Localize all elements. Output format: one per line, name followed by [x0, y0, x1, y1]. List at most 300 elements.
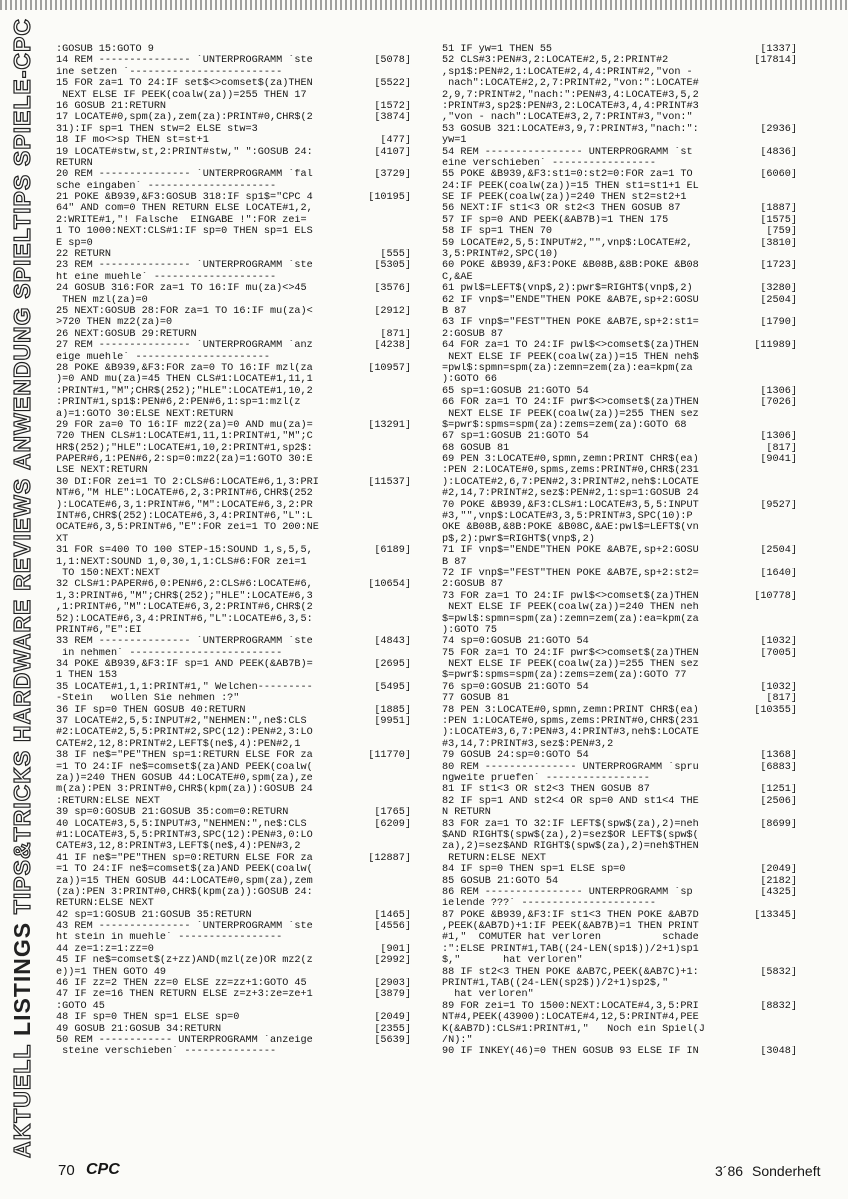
listing-code: $=pwr$:spms=spm(za):zems=zem(za):GOTO 68: [442, 419, 687, 431]
listing-code: NT#4,PEEK(43900):LOCATE#4,12,5:PRINT#4,PEE: [442, 1012, 699, 1024]
listing-code: :RETURN:ELSE NEXT: [56, 795, 160, 807]
sidebar-section-label: SPIELE-CPC: [8, 18, 35, 167]
listing-line: [442, 625, 797, 636]
listing-code: 24:IF PEEK(coalw(za))=15 THEN st1=st1+1 EL: [442, 180, 699, 192]
listing-code: 46 IF zz=2 THEN zz=0 ELSE zz=zz+1:GOTO 45: [56, 978, 307, 990]
listing-checksum: [1887]: [760, 203, 797, 215]
listing-code: INT#6,CHR$(252):LOCATE#6,3,4:PRINT#6,"L":L: [56, 511, 313, 523]
listing-checksum: [13291]: [368, 419, 411, 431]
listing-code: 89 FOR zei=1 TO 1500:NEXT:LOCATE#4,3,5:PRI: [442, 1000, 699, 1012]
listing-line: [56, 363, 411, 374]
listing-line: [56, 670, 411, 681]
listing-line: [442, 55, 797, 66]
listing-code: =pwl$:spmn=spm(za):zemn=zem(za):ea=kpm(za: [442, 362, 693, 374]
listing-code: e))=1 THEN GOTO 49: [56, 966, 167, 978]
listing-line: [442, 579, 797, 590]
listing-line: [56, 1012, 411, 1023]
listing-code: ,PEEK(&AB7D)+1:IF PEEK(&AB7B)=1 THEN PRINT: [442, 921, 699, 933]
listing-line: [442, 989, 797, 1000]
listing-code: B 87: [442, 305, 467, 317]
listing-line: [442, 374, 797, 385]
listing-line: [442, 500, 797, 511]
listing-code: OKE &B08B,&8B:POKE &B08C,&AE:pwl$=LEFT$(vn: [442, 522, 699, 534]
listing-code: 64" AND com=0 THEN RETURN ELSE LOCATE#1,2,: [56, 203, 313, 215]
listing-code: $=pwl$:spmn=spm(za):zemn=zem(za):ea=kpm(za: [442, 613, 699, 625]
listing-code: 62 IF vnp$="ENDE"THEN POKE &AB7E,sp+2:GOSU: [442, 294, 699, 306]
listing-checksum: [13345]: [754, 909, 797, 921]
listing-code: ,1:PRINT#6,"M":LOCATE#6,3,2:PRINT#6,CHR$(2: [56, 602, 313, 614]
listing-code: 83 FOR za=1 TO 32:IF LEFT$(spw$(za),2)=neh: [442, 818, 699, 830]
listing-checksum: [2182]: [760, 875, 797, 887]
listing-line: [442, 477, 797, 488]
page-number: 70: [58, 1162, 75, 1179]
listing-line: [442, 944, 797, 955]
listing-checksum: [5495]: [374, 681, 411, 693]
listing-line: [442, 716, 797, 727]
listing-column-left: [56, 44, 411, 1058]
listing-line: [56, 830, 411, 841]
listing-line: [56, 693, 411, 704]
listing-code: N RETURN: [442, 807, 491, 819]
listing-line: [442, 283, 797, 294]
listing-code: 34 POKE &B939,&F3:IF sp=1 AND PEEK(&AB7B)=: [56, 659, 313, 671]
listing-code: 47 IF ze=16 THEN RETURN ELSE z=z+3:ze=ze+1: [56, 989, 313, 1001]
listing-checksum: [901]: [380, 943, 411, 955]
listing-code: 59 LOCATE#2,5,5:INPUT#2,"",vnp$:LOCATE#2,: [442, 237, 693, 249]
listing-line: [442, 670, 797, 681]
listing-code: HR$(252);"HLE":LOCATE#1,10,2:PRINT#1,sp2$:: [56, 442, 313, 454]
sidebar-section-label: REVIEWS: [8, 477, 35, 591]
listing-code: za))=15 THEN GOSUB 44:LOCATE#0,spm(za),zem: [56, 875, 313, 887]
listing-checksum: [10355]: [754, 704, 797, 716]
listing-line: [442, 260, 797, 271]
listing-checksum: [2355]: [374, 1023, 411, 1035]
listing-code: 58 IF sp=1 THEN 70: [442, 226, 553, 238]
listing-code: 29 FOR za=0 TO 16:IF mz2(za)=0 AND mu(za)=: [56, 419, 313, 431]
listing-code: 48 IF sp=0 THEN sp=1 ELSE sp=0: [56, 1012, 240, 1024]
listing-line: [56, 488, 411, 499]
listing-code: 78 PEN 3:LOCATE#0,spmn,zemn:PRINT CHR$(ea): [442, 704, 699, 716]
listing-line: [442, 636, 797, 647]
listing-code: :PRINT#1,sp1$:PEN#6,2:PEN#6,1:sp=1:mzl(z: [56, 397, 301, 409]
listing-checksum: [3048]: [760, 1046, 797, 1058]
listing-code: 61 pwl$=LEFT$(vnp$,2):pwr$=RIGHT$(vnp$,2): [442, 283, 693, 295]
listing-checksum: [3810]: [760, 237, 797, 249]
listing-code: 70 POKE &B939,&F3:CLS#1:LOCATE#3,5,5:INPUT: [442, 499, 699, 511]
listing-code: 88 IF st2<3 THEN POKE &AB7C,PEEK(&AB7C)+1:: [442, 966, 699, 978]
listing-code: (za):PEN 3:PRINT#0,CHR$(kpm(za)):GOSUB 24:: [56, 886, 313, 898]
listing-line: [56, 910, 411, 921]
listing-line: [56, 112, 411, 123]
listing-line: [442, 363, 797, 374]
listing-line: [56, 454, 411, 465]
listing-line: [56, 887, 411, 898]
listing-code: 39 sp=0:GOSUB 21:GOSUB 35:com=0:RETURN: [56, 807, 289, 819]
listing-checksum: [7005]: [760, 647, 797, 659]
listing-code: 82 IF sp=1 AND st2<4 OR sp=0 AND st1<4 THE: [442, 795, 699, 807]
listing-code: NEXT ELSE IF PEEK(coalw(za))=15 THEN neh$: [442, 351, 699, 363]
listing-checksum: [6209]: [374, 818, 411, 830]
listing-checksum: [871]: [380, 328, 411, 340]
listing-line: [56, 819, 411, 830]
listing-line: [442, 112, 797, 123]
listing-code: 37 LOCATE#2,5,5:INPUT#2,"NEHMEN:",ne$:CLS: [56, 716, 307, 728]
listing-checksum: [10195]: [368, 192, 411, 204]
listing-code: E sp=0: [56, 237, 93, 249]
listing-line: [56, 272, 411, 283]
listing-line: [56, 648, 411, 659]
listing-checksum: [11989]: [754, 340, 797, 352]
listing-code: PAPER#6,1:PEN#6,2:sp=0:mz2(za)=1:GOTO 30:E: [56, 454, 313, 466]
listing-checksum: [3874]: [374, 112, 411, 124]
listing-checksum: [4107]: [374, 146, 411, 158]
listing-code: #1," COMUTER hat verloren schade: [442, 932, 699, 944]
listing-line: [442, 101, 797, 112]
listing-line: [56, 158, 411, 169]
listing-line: [442, 90, 797, 101]
listing-line: [442, 819, 797, 830]
listing-line: [442, 898, 797, 909]
listing-code: 68 GOSUB 81: [442, 442, 510, 454]
listing-line: [442, 910, 797, 921]
listing-code: 1,3:PRINT#6,"M";CHR$(252);"HLE":LOCATE#6,3: [56, 590, 313, 602]
listing-line: [442, 192, 797, 203]
listing-checksum: [2936]: [760, 123, 797, 135]
listing-line: [56, 44, 411, 55]
listing-code: sche eingaben´ ---------------------: [56, 180, 277, 192]
listing-checksum: [5522]: [374, 78, 411, 90]
listing-code: RETURN:ELSE NEXT: [56, 898, 154, 910]
listing-code: NEXT ELSE IF PEEK(coalw(za))=240 THEN neh: [442, 602, 699, 614]
listing-code: 90 IF INKEY(46)=0 THEN GOSUB 93 ELSE IF IN: [442, 1046, 699, 1058]
listing-code: m(za):PEN 3:PRINT#0,CHR$(kpm(za)):GOSUB 24: [56, 784, 313, 796]
listing-line: [56, 374, 411, 385]
listing-code: OCATE#6,3,5:PRINT#6,"E":FOR zei=1 TO 200:NE: [56, 522, 319, 534]
listing-checksum: [1368]: [760, 750, 797, 762]
listing-code: ngweite pruefen´ -----------------: [442, 773, 650, 784]
magazine-logo: CPC: [86, 1161, 120, 1178]
listing-code: #2,14,7:PRINT#2,sez$:PEN#2,1:sp=1:GOSUB 24: [442, 488, 699, 500]
listing-code: 50 REM ------------ UNTERPROGRAMM ´anzeige: [56, 1034, 313, 1046]
listing-line: [56, 147, 411, 158]
listing-line: [56, 352, 411, 363]
listing-checksum: [4238]: [374, 340, 411, 352]
listing-code: 71 IF vnp$="ENDE"THEN POKE &AB7E,sp+2:GOSU: [442, 545, 699, 557]
listing-line: [56, 215, 411, 226]
listing-code: :GOSUB 15:GOTO 9: [56, 44, 154, 55]
listing-line: [442, 135, 797, 146]
listing-line: [442, 272, 797, 283]
listing-line: [56, 249, 411, 260]
listing-line: [56, 101, 411, 112]
listing-code: /N):": [442, 1034, 473, 1046]
listing-line: [56, 1024, 411, 1035]
listing-checksum: [3576]: [374, 283, 411, 295]
listing-code: 87 POKE &B939,&F3:IF st1<3 THEN POKE &AB7D: [442, 909, 699, 921]
listing-code: #3,"",vnp$:LOCATE#3,3,5:PRINT#3,SPC(10):P: [442, 511, 693, 523]
listing-line: [56, 614, 411, 625]
listing-line: [442, 443, 797, 454]
listing-line: [442, 249, 797, 260]
listing-line: [56, 386, 411, 397]
listing-checksum: [10654]: [368, 579, 411, 591]
listing-code: #1:LOCATE#3,5,5:PRINT#3,SPC(12):PEN#3,0:LO: [56, 829, 313, 841]
listing-line: [442, 568, 797, 579]
listing-line: [56, 579, 411, 590]
listing-code: in nehmen´ -------------------------: [56, 647, 283, 659]
listing-code: 30 DI:FOR zei=1 TO 2:CLS#6:LOCATE#6,1,3:PRI: [56, 476, 319, 488]
listing-code: 52 CLS#3:PEN#3,2:LOCATE#2,5,2:PRINT#2: [442, 55, 669, 67]
listing-code: NEXT ELSE IF PEEK(coalw(za))=255 THEN sez: [442, 659, 699, 671]
listing-code: 45 IF ne$=comset$(z+zz)AND(mzl(ze)OR mz2(z: [56, 955, 313, 967]
listing-code: :PRINT#1,"M";CHR$(252);"HLE":LOCATE#1,10,2: [56, 385, 313, 397]
listing-code: 36 IF sp=0 THEN GOSUB 40:RETURN: [56, 704, 246, 716]
listing-line: [56, 989, 411, 1000]
listing-code: ):LOCATE#2,6,7:PEN#2,3:PRINT#2,neh$:LOCATE: [442, 476, 699, 488]
listing-checksum: [1032]: [760, 636, 797, 648]
listing-line: [442, 409, 797, 420]
listing-code: ielende ???´ ----------------------: [442, 898, 656, 910]
listing-code: >720 THEN mz2(za)=0: [56, 317, 173, 329]
listing-checksum: [1575]: [760, 214, 797, 226]
listing-code: 2,9,7:PRINT#2,"nach:":PEN#3,4:LOCATE#3,5,2: [442, 89, 699, 101]
listing-checksum: [2049]: [760, 864, 797, 876]
listing-checksum: [3879]: [374, 989, 411, 1001]
listing-line: [442, 864, 797, 875]
listing-line: [442, 522, 797, 533]
listing-line: [56, 55, 411, 66]
sidebar-section-label: ANWENDUNG: [8, 306, 35, 471]
listing-code: 77 GOSUB 81: [442, 693, 510, 705]
listing-line: [442, 238, 797, 249]
issue-number: 3´86: [715, 1163, 744, 1179]
listing-code: 86 REM ---------------- UNTERPROGRAMM ´sp: [442, 886, 693, 898]
listing-code: 55 POKE &B939,&F3:st1=0:st2=0:FOR za=1 TO: [442, 169, 693, 181]
listing-checksum: [477]: [380, 135, 411, 147]
listing-line: [442, 955, 797, 966]
listing-line: [442, 602, 797, 613]
listing-code: 41 IF ne$="PE"THEN sp=0:RETURN ELSE FOR za: [56, 852, 313, 864]
listing-line: [442, 921, 797, 932]
page-footer: [0, 1162, 848, 1192]
listing-line: [442, 739, 797, 750]
listing-line: [442, 876, 797, 887]
listing-checksum: [8699]: [760, 818, 797, 830]
listing-line: [442, 1001, 797, 1012]
listing-line: [56, 226, 411, 237]
listing-code: 1 TO 1000:NEXT:CLS#1:IF sp=0 THEN sp=1 ELS: [56, 226, 313, 238]
listing-checksum: [1790]: [760, 317, 797, 329]
listing-code: 25 NEXT:GOSUB 28:FOR za=1 TO 16:IF mu(za)<: [56, 305, 313, 317]
listing-code: ,sp1$:PEN#2,1:LOCATE#2,4,4:PRINT#2,"von -: [442, 66, 693, 78]
listing-code: 31 FOR s=400 TO 100 STEP-15:SOUND 1,s,5,5,: [56, 545, 313, 557]
listing-checksum: [8832]: [760, 1000, 797, 1012]
listing-code: LSE NEXT:RETURN: [56, 465, 148, 477]
listing-line: [442, 317, 797, 328]
listing-line: [442, 545, 797, 556]
listing-line: [442, 648, 797, 659]
listing-checksum: [759]: [766, 226, 797, 238]
listing-line: [442, 807, 797, 818]
listing-line: [442, 591, 797, 602]
listing-line: [56, 784, 411, 795]
listing-line: [442, 727, 797, 738]
listing-code: hat verloren": [442, 989, 534, 1001]
listing-code: CATE#2,12,8:PRINT#2,LEFT$(ne$,4):PEN#2,1: [56, 738, 301, 750]
listing-checksum: [1723]: [760, 260, 797, 272]
listing-line: [442, 1035, 797, 1046]
listing-checksum: [17814]: [754, 55, 797, 67]
listing-code: 1,1:NEXT:SOUND 1,0,30,1,1:CLS#6:FOR zei=1: [56, 556, 307, 568]
listing-checksum: [10778]: [754, 590, 797, 602]
listing-code: 51 IF yw=1 THEN 55: [442, 44, 553, 55]
listing-code: =1 TO 24:IF ne$=comset$(za)AND PEEK(coalw(: [56, 864, 313, 876]
listing-code: 74 sp=0:GOSUB 21:GOTO 54: [442, 636, 589, 648]
listing-line: [442, 705, 797, 716]
listing-checksum: [10957]: [368, 362, 411, 374]
listing-code: 720 THEN CLS#1:LOCATE#1,11,1:PRINT#1,"M";C: [56, 431, 313, 443]
listing-checksum: [1306]: [760, 385, 797, 397]
listing-code: 79 GOSUB 24:sp=0:GOTO 54: [442, 750, 589, 762]
listing-line: [56, 932, 411, 943]
listing-line: [442, 887, 797, 898]
listing-code: 44 ze=1:z=1:zz=0: [56, 943, 154, 955]
listing-checksum: [5639]: [374, 1034, 411, 1046]
listing-line: [56, 465, 411, 476]
listing-line: [56, 705, 411, 716]
listing-code: 56 NEXT:IF st1<3 OR st2<3 THEN GOSUB 87: [442, 203, 681, 215]
listing-line: [442, 967, 797, 978]
listing-line: [56, 921, 411, 932]
listing-line: [56, 716, 411, 727]
listing-code: 43 REM --------------- ´UNTERPROGRAMM ´ste: [56, 921, 313, 933]
listing-code: 22 RETURN: [56, 249, 112, 261]
listing-line: [442, 226, 797, 237]
listing-line: [56, 500, 411, 511]
listing-line: [442, 1024, 797, 1035]
listing-line: [56, 135, 411, 146]
listing-code: za))=240 THEN GOSUB 44:LOCATE#0,spm(za),ze: [56, 773, 313, 784]
listing-code: 81 IF st1<3 OR st2<3 THEN GOSUB 87: [442, 784, 650, 796]
listing-code: 23 REM --------------- ´UNTERPROGRAMM ´ste: [56, 260, 313, 272]
listing-checksum: [555]: [380, 249, 411, 261]
listing-code: RETURN:ELSE NEXT: [442, 852, 546, 864]
listing-checksum: [1885]: [374, 704, 411, 716]
listing-line: [56, 522, 411, 533]
listing-checksum: [5832]: [760, 966, 797, 978]
listing-code: 19 LOCATE#stw,st,2:PRINT#stw," ":GOSUB 24:: [56, 146, 313, 158]
listing-line: [442, 762, 797, 773]
listing-code: 21 POKE &B939,&F3:GOSUB 318:IF sp1$="CPC 4: [56, 192, 313, 204]
listing-code: K(&AB7D):CLS#1:PRINT#1," Noch ein Spiel(J: [442, 1023, 705, 1035]
listing-checksum: [2504]: [760, 294, 797, 306]
listing-code: ht eine muehle´ --------------------: [56, 271, 277, 283]
listing-code: 26 NEXT:GOSUB 29:RETURN: [56, 328, 197, 340]
listing-code: 63 IF vnp$="FEST"THEN POKE &AB7E,sp+2:st1=: [442, 317, 699, 329]
listing-code: a)=1:GOTO 30:ELSE NEXT:RETURN: [56, 408, 234, 420]
listing-checksum: [6060]: [760, 169, 797, 181]
listing-code: NEXT ELSE IF PEEK(coalw(za))=255 THEN 17: [56, 89, 307, 101]
sidebar-section-label: HARDWARE: [8, 598, 35, 743]
listing-line: [56, 762, 411, 773]
listing-line: [442, 386, 797, 397]
listing-line: [56, 192, 411, 203]
listing-code: C,&AE: [442, 271, 473, 283]
listing-line: [56, 169, 411, 180]
listing-line: [442, 340, 797, 351]
listing-line: [56, 978, 411, 989]
listing-checksum: [2049]: [374, 1012, 411, 1024]
listing-line: [442, 147, 797, 158]
listing-line: [442, 329, 797, 340]
listing-code: 76 sp=0:GOSUB 21:GOTO 54: [442, 681, 589, 693]
listing-code: 31):IF sp=1 THEN stw=2 ELSE stw=3: [56, 123, 258, 135]
listing-code: 42 sp=1:GOSUB 21:GOSUB 35:RETURN: [56, 909, 252, 921]
listing-code: 75 FOR za=1 TO 24:IF pwr$<>comset$(za)THEN: [442, 647, 699, 659]
listing-code: p$,2):pwr$=RIGHT$(vnp$,2): [442, 533, 595, 545]
listing-checksum: [1572]: [374, 100, 411, 112]
listing-code: :PEN 1:LOCATE#0,spms,zems:PRINT#0,CHR$(231: [442, 716, 699, 728]
listing-line: [56, 409, 411, 420]
listing-line: [442, 181, 797, 192]
sidebar-section-label: TIPS&TRICKS: [8, 749, 35, 915]
listing-code: 20 REM --------------- ´UNTERPROGRAMM ´fal: [56, 169, 313, 181]
listing-code: 28 POKE &B939,&F3:FOR za=0 TO 16:IF mzl(za: [56, 362, 313, 374]
listing-line: [56, 773, 411, 784]
listing-line: [56, 853, 411, 864]
listing-code: eine verschieben´ -----------------: [442, 157, 656, 169]
listing-line: [56, 841, 411, 852]
listing-checksum: [3729]: [374, 169, 411, 181]
listing-code: 66 FOR za=1 TO 24:IF pwr$<>comset$(za)THEN: [442, 397, 699, 409]
listing-checksum: [11537]: [368, 476, 411, 488]
listing-line: [442, 1046, 797, 1057]
listing-code: 2:GOSUB 87: [442, 328, 504, 340]
listing-checksum: [1337]: [760, 44, 797, 55]
listing-line: [442, 215, 797, 226]
listing-checksum: [4843]: [374, 636, 411, 648]
listing-line: [442, 784, 797, 795]
listing-code: 38 IF ne$="PE"THEN sp=1:RETURN ELSE FOR za: [56, 750, 313, 762]
listing-line: [56, 1001, 411, 1012]
listing-line: [56, 659, 411, 670]
listing-code: ):GOTO 66: [442, 374, 498, 386]
listing-line: [442, 932, 797, 943]
listing-checksum: [6189]: [374, 545, 411, 557]
top-dotted-strip: [0, 0, 848, 10]
listing-line: [56, 1046, 411, 1057]
listing-code: 52):LOCATE#6,3,4:PRINT#6,"L":LOCATE#6,3,5:: [56, 613, 313, 625]
listing-checksum: [2903]: [374, 978, 411, 990]
listing-line: [56, 317, 411, 328]
listing-line: [442, 773, 797, 784]
listing-line: [442, 978, 797, 989]
listing-checksum: [1640]: [760, 567, 797, 579]
listing-line: [56, 682, 411, 693]
listing-checksum: [2695]: [374, 659, 411, 671]
listing-line: [442, 614, 797, 625]
listing-code: 40 LOCATE#3,5,5:INPUT#3,"NEHMEN:",ne$:CLS: [56, 818, 307, 830]
listing-code: 1 THEN 153: [56, 670, 118, 682]
listing-code: :PRINT#3,sp2$:PEN#3,2:LOCATE#3,4,4:PRINT#3: [442, 100, 699, 112]
listing-line: [56, 545, 411, 556]
listing-line: [56, 636, 411, 647]
listing-line: [56, 796, 411, 807]
listing-checksum: [7026]: [760, 397, 797, 409]
listing-line: [442, 830, 797, 841]
listing-code: NEXT ELSE IF PEEK(coalw(za))=255 THEN sez: [442, 408, 699, 420]
listing-checksum: [6883]: [760, 761, 797, 773]
